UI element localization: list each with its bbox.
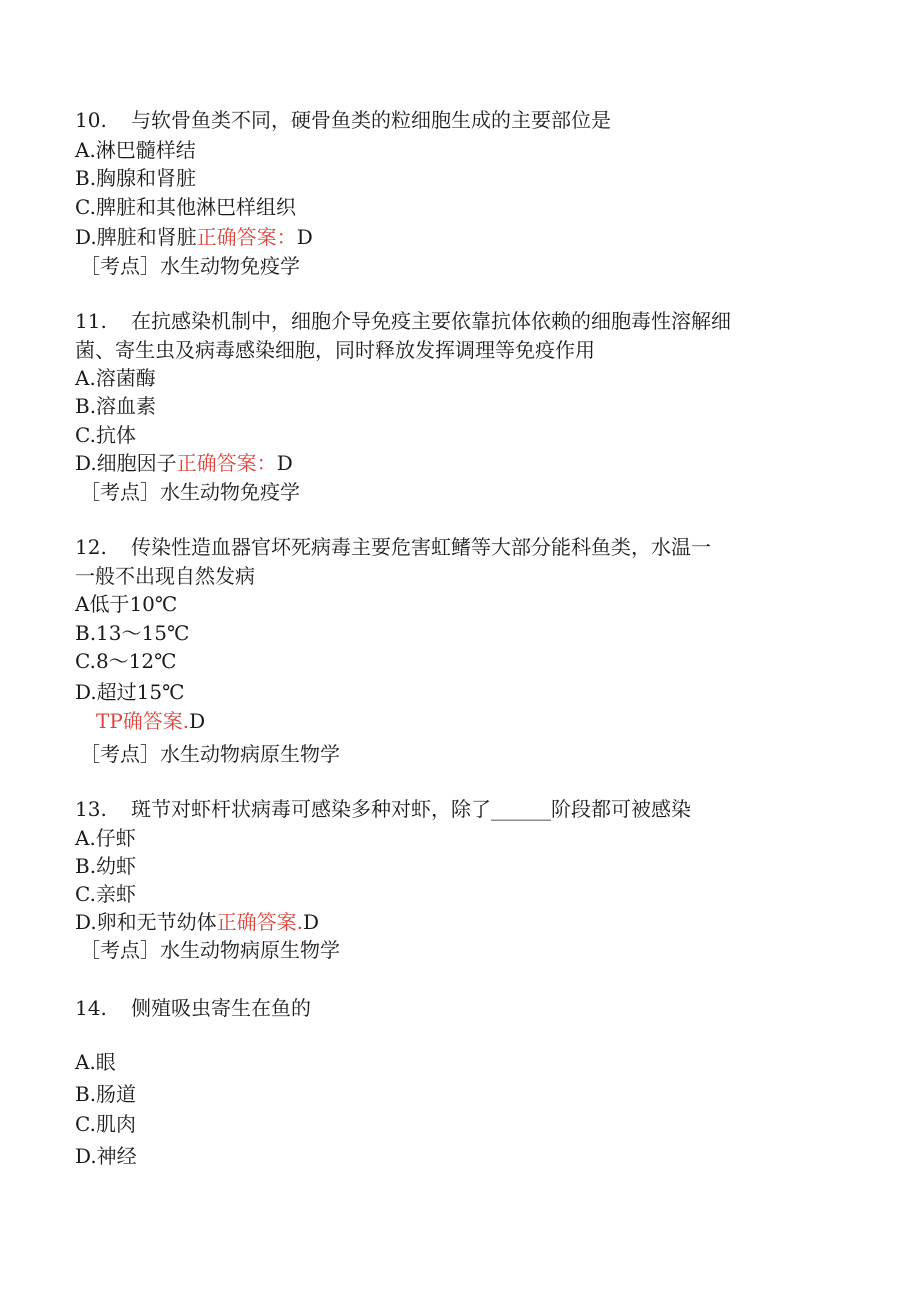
answer-value: D	[189, 709, 206, 733]
question-number: 12.	[75, 535, 107, 559]
question-11-stem	[75, 307, 731, 335]
question-number: 13.	[75, 797, 107, 821]
question-text: 传染性造血器官坏死病毒主要危害虹鳍等大部分能科鱼类，水温一	[131, 535, 711, 559]
question-text: 侧殖吸虫寄生在鱼的	[131, 996, 311, 1020]
answer-value: D	[303, 910, 320, 934]
question-text: 在抗感染机制中，细胞介导免疫主要依靠抗体依赖的细胞毒性溶解细	[131, 309, 731, 333]
topic-tag: ［考点］水生动物免疫学	[80, 254, 300, 278]
option-b: B.胸腺和肾脏	[75, 166, 197, 190]
question-12-stem	[75, 533, 711, 561]
question-text-continued: 菌、寄生虫及病毒感染细胞，同时释放发挥调理等免疫作用	[75, 338, 595, 362]
option-c: C.肌肉	[75, 1112, 136, 1136]
option-d-with-answer	[75, 223, 313, 251]
question-text: 与软骨鱼类不同，硬骨鱼类的粒细胞生成的主要部位是	[131, 108, 611, 132]
answer-label: 正确答案.	[216, 910, 304, 934]
option-b: B.溶血素	[75, 394, 157, 418]
option-a: A低于10℃	[75, 592, 178, 616]
option-d-with-answer	[75, 449, 293, 477]
topic-tag: ［考点］水生动物病原生物学	[80, 742, 340, 766]
question-text: 斑节对虾杆状病毒可感染多种对虾，除了______阶段都可被感染	[131, 797, 691, 821]
option-c: C.脾脏和其他淋巴样组织	[75, 195, 296, 219]
question-13-stem	[75, 795, 691, 823]
option-d: D.细胞因子	[75, 451, 177, 475]
option-b: B.幼虾	[75, 854, 137, 878]
option-d: D.卵和无节幼体	[75, 910, 217, 934]
answer-label: TP确答案.	[96, 709, 190, 733]
question-14-stem	[75, 994, 311, 1022]
answer-value: D	[296, 225, 313, 249]
option-a: A.溶菌酶	[75, 366, 156, 390]
option-b: B.肠道	[75, 1082, 137, 1106]
option-a: A.仔虾	[75, 826, 136, 850]
topic-tag: ［考点］水生动物病原生物学	[80, 938, 340, 962]
option-b: B.13～15℃	[75, 621, 190, 645]
option-c: C.8～12℃	[75, 649, 177, 673]
option-a: A.淋巴髓样结	[75, 138, 196, 162]
question-number: 11.	[75, 309, 107, 333]
option-c: C.亲虾	[75, 882, 136, 906]
question-10-stem	[75, 106, 611, 134]
option-d: D.脾脏和肾脏	[75, 225, 197, 249]
answer-line	[96, 707, 205, 735]
answer-label: 正确答案：	[196, 225, 297, 249]
option-a: A.眼	[75, 1050, 116, 1074]
answer-label: 正确答案：	[176, 451, 277, 475]
question-text-continued: 一般不出现自然发病	[75, 564, 255, 588]
question-number: 14.	[75, 996, 107, 1020]
question-number: 10.	[75, 108, 107, 132]
option-d: D.超过15℃	[75, 680, 185, 704]
answer-value: D	[276, 451, 293, 475]
option-d-with-answer	[75, 908, 319, 936]
topic-tag: ［考点］水生动物免疫学	[80, 480, 300, 504]
option-d: D.神经	[75, 1144, 137, 1168]
option-c: C.抗体	[75, 423, 136, 447]
